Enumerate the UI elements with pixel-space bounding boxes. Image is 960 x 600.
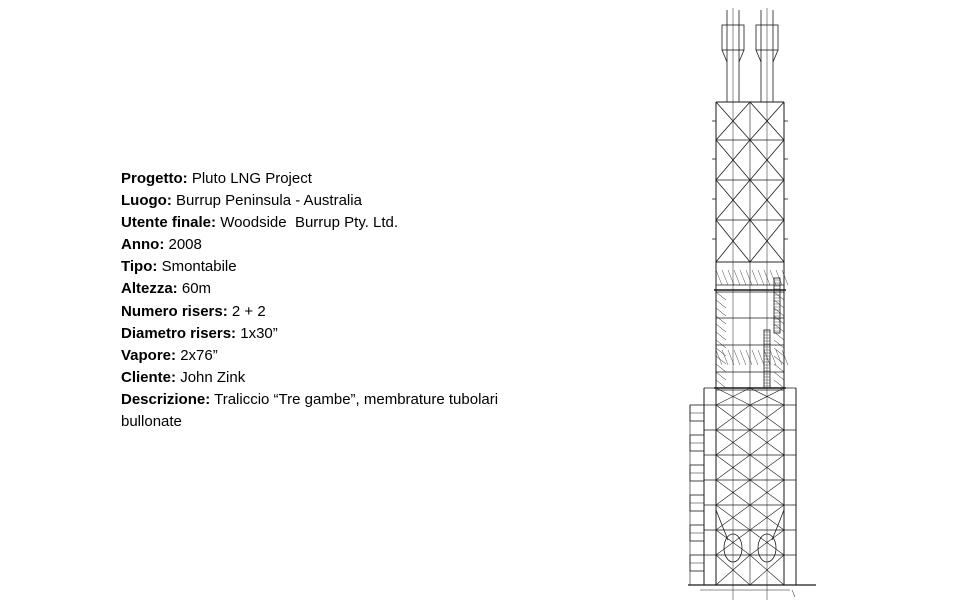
tower-brace-line [716,340,726,348]
tower-brace-line [770,350,776,365]
spec-value: 2x76” [180,346,218,364]
spec-label: Tipo: [121,258,158,276]
spec-label: Altezza: [121,280,178,298]
tower-brace-line [734,350,740,365]
tower-brace-line [752,350,758,365]
tower-brace-line [774,372,784,380]
spec-value: Burrup Peninsula - Australia [175,192,362,210]
tower-brace-line [774,348,784,356]
tower-brace-line [716,292,726,300]
spec-label: Descrizione: [121,390,211,408]
spec-label: Anno: [121,236,165,254]
base-strut-line [772,510,784,540]
spec-value: 60m [181,280,212,298]
flare-tower-elevation-drawing [680,0,830,600]
tower-drawing-icon [680,0,830,600]
tower-brace-line [752,270,758,285]
tower-brace-line [716,270,722,285]
ground-mark-line [792,590,795,597]
spec-progetto [121,168,561,190]
tower-brace-line [774,316,784,324]
spec-label: Utente finale: [121,214,217,232]
tower-brace-line [716,380,726,388]
flare-tip-line [773,50,778,62]
tower-brace-line [746,270,752,285]
spec-cliente [121,367,561,389]
spec-value: Smontabile [161,258,237,276]
tower-brace-line [758,270,764,285]
project-specs [121,168,561,433]
spec-label: Luogo: [121,192,172,210]
flare-tip-line [739,50,744,62]
spec-altezza [121,278,561,300]
tower-brace-line [716,308,726,316]
tower-brace-line [774,292,784,300]
tower-brace-line [746,350,752,365]
spec-value: 2008 [168,236,202,254]
spec-value: Pluto LNG Project [191,170,312,187]
spec-label: Vapore: [121,346,177,364]
base-strut-line [716,510,728,540]
spec-descrizione [121,389,561,433]
spec-value: 1x30” [240,324,278,342]
spec-value: John Zink [180,368,246,386]
tower-brace-line [716,372,726,380]
spec-value: Woodside Burrup Pty. Ltd. [220,214,399,232]
tower-brace-line [716,332,726,340]
tower-brace-line [774,308,784,316]
spec-anno [121,234,561,256]
spec-label: Progetto: [121,170,188,187]
tower-brace-line [770,270,776,285]
spec-label: Numero risers: [121,302,228,320]
tower-brace-line [716,324,726,332]
flare-tip-line [722,50,727,62]
tower-brace-line [774,364,784,372]
tower-brace-line [716,348,726,356]
spec-tipo [121,256,561,278]
tower-brace-line [782,270,788,285]
spec-label: Cliente: [121,368,177,386]
flare-tip-line [756,50,761,62]
spec-value: 2 + 2 [231,302,266,320]
spec-diametro-risers [121,323,561,345]
spec-value: Traliccio “Tre gambe”, membrature tubolari bullonate [121,390,499,431]
tower-brace-line [782,350,788,365]
tower-brace-line [716,300,726,308]
tower-brace-line [740,350,746,365]
spec-luogo [121,190,561,212]
tower-brace-line [722,270,728,285]
tower-brace-line [716,316,726,324]
tower-brace-line [774,340,784,348]
tower-brace-line [774,380,784,388]
tower-brace-line [734,270,740,285]
spec-vapore [121,345,561,367]
spec-utente-finale [121,212,561,234]
tower-brace-line [722,350,728,365]
spec-label: Diametro risers: [121,324,237,342]
tower-brace-line [716,364,726,372]
tower-brace-line [740,270,746,285]
tower-brace-line [776,270,782,285]
tower-brace-line [758,350,764,365]
spec-numero-risers [121,301,561,323]
